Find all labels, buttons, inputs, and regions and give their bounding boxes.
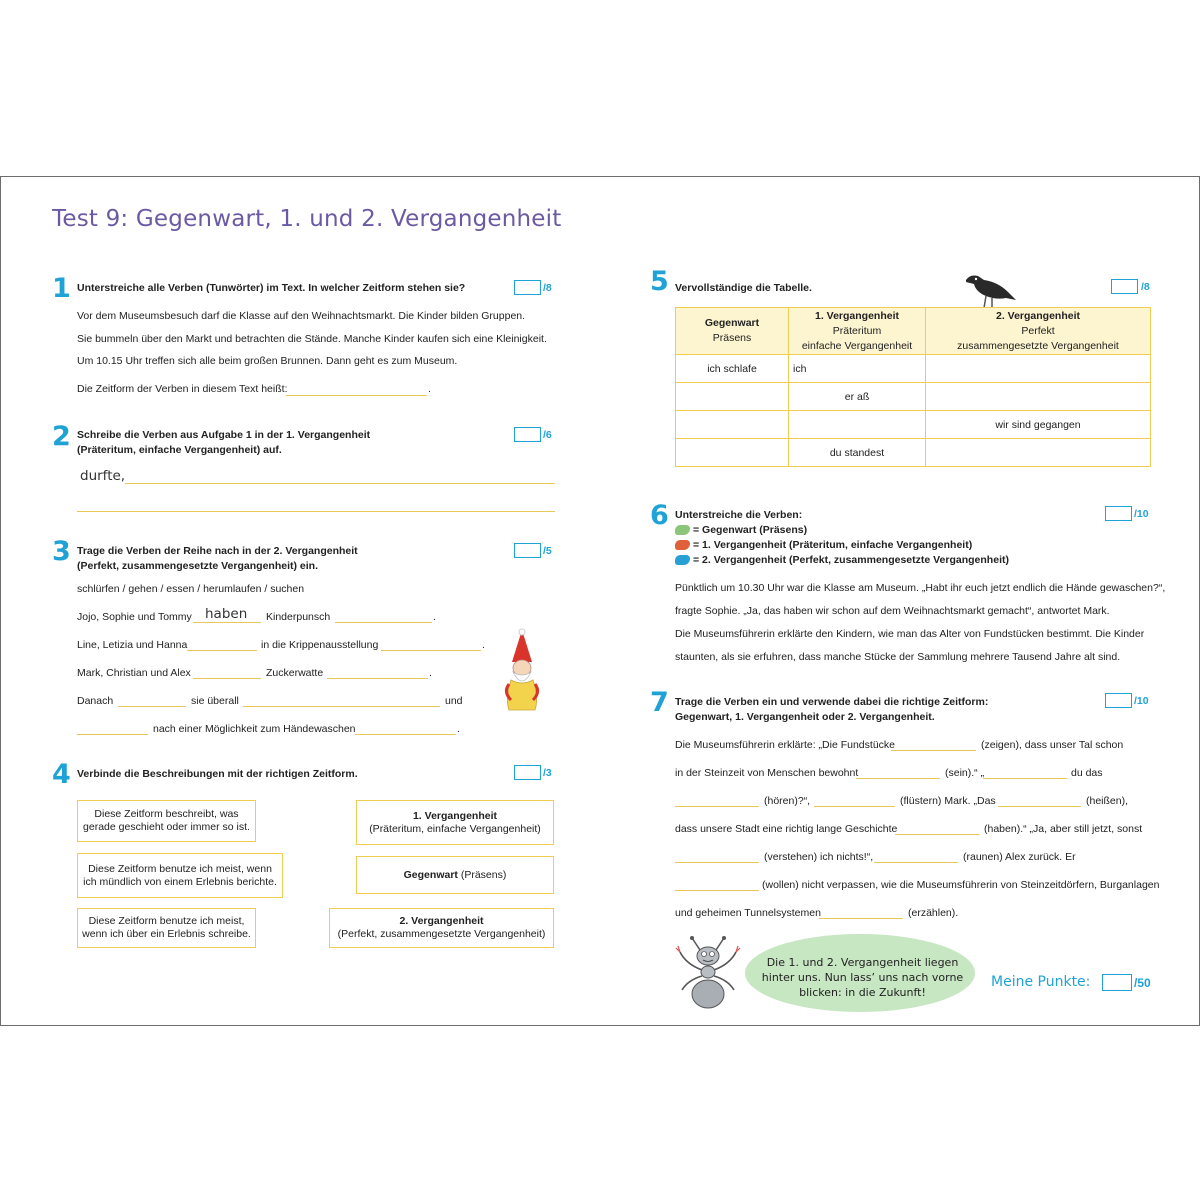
task-3-score-max: /5 bbox=[543, 545, 552, 557]
task-7-score-box[interactable] bbox=[1105, 693, 1132, 708]
task-6-score-box[interactable] bbox=[1105, 506, 1132, 521]
task-7-answer-line[interactable] bbox=[814, 806, 895, 807]
task-2-answer-line[interactable] bbox=[125, 483, 555, 484]
task-7-instruction-sub: Gegenwart, 1. Vergangenheit oder 2. Vergangenheit. bbox=[675, 711, 935, 723]
task-6-score-max: /10 bbox=[1134, 508, 1149, 520]
task-7-answer-line[interactable] bbox=[891, 750, 976, 751]
task-3-row-1-subject: Jojo, Sophie und Tommy bbox=[77, 611, 192, 623]
task-7-answer-line[interactable] bbox=[874, 862, 958, 863]
table-header-preterite: 1. Vergangenheit Präteritum einfache Vergangenheit bbox=[789, 308, 926, 355]
task-6-number: 6 bbox=[650, 500, 669, 531]
task-3-row-2-subject: Line, Letizia und Hanna bbox=[77, 639, 188, 651]
task-7-text: (heißen), bbox=[1086, 795, 1129, 807]
legend-present: = Gegenwart (Präsens) bbox=[675, 523, 807, 538]
page-title: Test 9: Gegenwart, 1. und 2. Vergangenheit bbox=[52, 206, 562, 232]
table-header-perfect: 2. Vergangenheit Perfekt zusammengesetzte Vergangenheit bbox=[926, 308, 1151, 355]
total-points-label: Meine Punkte: bbox=[991, 974, 1091, 990]
tense-box-preterite[interactable]: 1. Vergangenheit (Präteritum, einfache Vergangenheit) bbox=[356, 800, 554, 845]
task-2-instruction-sub: (Präteritum, einfache Vergangenheit) auf. bbox=[77, 444, 282, 456]
task-1-instruction: Unterstreiche alle Verben (Tunwörter) im Text. In welcher Zeitform stehen sie? bbox=[77, 282, 466, 294]
description-box-preterite[interactable]: Diese Zeitform benutze ich meist, wenn ich über ein Erlebnis schreibe. bbox=[77, 908, 256, 948]
table-cell: wir sind gegangen bbox=[926, 411, 1151, 439]
task-7-answer-line[interactable] bbox=[856, 778, 940, 779]
description-box-perfect[interactable]: Diese Zeitform benutze ich meist, wenn ich mündlich von einem Erlebnis berichte. bbox=[77, 853, 283, 898]
table-cell-input[interactable] bbox=[676, 411, 789, 439]
table-cell-input[interactable] bbox=[789, 411, 926, 439]
task-3-row-1-object: Kinderpunsch bbox=[266, 611, 331, 623]
task-1-answer-prompt: Die Zeitform der Verben in diesem Text heißt: bbox=[77, 383, 288, 395]
task-7-text: (erzählen). bbox=[908, 907, 959, 919]
task-7-answer-line[interactable] bbox=[819, 918, 903, 919]
task-1-score-max: /8 bbox=[543, 282, 552, 294]
task-7-text: und geheimen Tunnelsystemen bbox=[675, 907, 821, 919]
task-1-number: 1 bbox=[52, 273, 71, 304]
green-marker-icon bbox=[675, 525, 690, 535]
task-7-answer-line[interactable] bbox=[895, 834, 979, 835]
task-7-score-max: /10 bbox=[1134, 695, 1149, 707]
task-1-answer-line[interactable] bbox=[286, 395, 427, 396]
task-7-text: (sein).“ „ bbox=[945, 767, 985, 779]
task-3-instruction: Trage die Verben der Reihe nach in der 2. Vergangenheit bbox=[77, 545, 358, 557]
task-3-row-4-middle: sie überall bbox=[191, 695, 239, 707]
task-7-answer-line[interactable] bbox=[675, 862, 759, 863]
task-3-score-box[interactable] bbox=[514, 543, 541, 558]
task-4-number: 4 bbox=[52, 759, 71, 790]
task-7-text: dass unsere Stadt eine richtig lange Geschichte bbox=[675, 823, 898, 835]
task-2-score-max: /6 bbox=[543, 429, 552, 441]
table-cell: er aß bbox=[789, 383, 926, 411]
task-7-text: (raunen) Alex zurück. Er bbox=[963, 851, 1076, 863]
task-3-answer-line[interactable] bbox=[193, 622, 261, 623]
task-6-text-line: staunten, als sie erfuhren, dass manche Stücke der Sammlung mehrere Tausend Jahre alt sind. bbox=[675, 651, 1121, 663]
task-1-text-line: Um 10.15 Uhr treffen sich alle beim großen Brunnen. Dann geht es zum Museum. bbox=[77, 355, 458, 367]
task-2-number: 2 bbox=[52, 421, 71, 452]
blue-marker-icon bbox=[675, 555, 690, 565]
task-3-answer-line[interactable] bbox=[193, 678, 261, 679]
task-7-number: 7 bbox=[650, 687, 669, 718]
table-cell-input[interactable] bbox=[926, 355, 1151, 383]
task-3-answer-line[interactable] bbox=[327, 678, 428, 679]
task-7-text: (verstehen) ich nichts!“, bbox=[764, 851, 874, 863]
task-3-answer-line[interactable] bbox=[77, 734, 148, 735]
task-7-text: (haben).“ „Ja, aber still jetzt, sonst bbox=[984, 823, 1143, 835]
total-score-max: /50 bbox=[1134, 976, 1151, 990]
task-5-score-max: /8 bbox=[1141, 281, 1150, 293]
task-3-period: . bbox=[457, 723, 460, 735]
red-marker-icon bbox=[675, 540, 690, 550]
task-7-text: (flüstern) Mark. „Das bbox=[900, 795, 996, 807]
task-7-answer-line[interactable] bbox=[998, 806, 1081, 807]
task-2-instruction: Schreibe die Verben aus Aufgabe 1 in der 1. Vergangenheit bbox=[77, 429, 371, 441]
task-3-row-3-object: Zuckerwatte bbox=[266, 667, 324, 679]
task-7-text: in der Steinzeit von Menschen bewohnt bbox=[675, 767, 859, 779]
task-4-score-box[interactable] bbox=[514, 765, 541, 780]
task-5-number: 5 bbox=[650, 266, 669, 297]
task-3-row-4-and: und bbox=[445, 695, 463, 707]
raven-illustration bbox=[962, 270, 1018, 310]
task-3-row-5-text: nach einer Möglichkeit zum Händewaschen bbox=[153, 723, 356, 735]
description-box-present[interactable]: Diese Zeitform beschreibt, was gerade geschieht oder immer so ist. bbox=[77, 800, 256, 842]
task-5-score-box[interactable] bbox=[1111, 279, 1138, 294]
task-7-answer-line[interactable] bbox=[675, 890, 759, 891]
task-1-text-line: Vor dem Museumsbesuch darf die Klasse auf den Weihnachtsmarkt. Die Kinder bilden Gruppen. bbox=[77, 310, 526, 322]
total-score-box[interactable] bbox=[1102, 974, 1132, 991]
table-cell-input[interactable] bbox=[926, 439, 1151, 467]
task-6-text-line: fragte Sophie. „Ja, das haben wir schon auf dem Weihnachtsmarkt gemacht“, antwortet Mark. bbox=[675, 605, 1110, 617]
task-5-instruction: Vervollständige die Tabelle. bbox=[675, 282, 812, 294]
task-4-score-max: /3 bbox=[543, 767, 552, 779]
task-7-text: (hören)?“, bbox=[764, 795, 811, 807]
tense-table bbox=[675, 307, 1151, 467]
ant-mascot-illustration bbox=[672, 936, 744, 1010]
task-3-instruction-sub: (Perfekt, zusammengesetzte Vergangenheit) ein. bbox=[77, 560, 318, 572]
task-1-period: . bbox=[428, 383, 431, 395]
task-4-instruction: Verbinde die Beschreibungen mit der richtigen Zeitform. bbox=[77, 768, 358, 780]
task-6-text-line: Die Museumsführerin erklärte den Kindern, wie man das Alter von Fundstücken bestimmt. Die Kinder bbox=[675, 628, 1145, 640]
task-7-text: (zeigen), dass unser Tal schon bbox=[981, 739, 1124, 751]
task-3-period: . bbox=[429, 667, 432, 679]
task-2-answer-line[interactable] bbox=[77, 511, 555, 512]
legend-preterite: = 1. Vergangenheit (Präteritum, einfache Vergangenheit) bbox=[675, 538, 972, 553]
task-3-row-2-object: in die Krippenausstellung bbox=[261, 639, 379, 651]
table-cell-input[interactable] bbox=[676, 383, 789, 411]
task-6-instruction: Unterstreiche die Verben: bbox=[675, 509, 803, 521]
task-7-text: Die Museumsführerin erklärte: „Die Fundstücke bbox=[675, 739, 895, 751]
task-7-text: (wollen) nicht verpassen, wie die Museumsführerin von Steinzeitdörfern, Burganlagen bbox=[762, 879, 1160, 891]
tense-box-perfect[interactable]: 2. Vergangenheit (Perfekt, zusammengesetzte Vergangenheit) bbox=[329, 908, 554, 948]
task-6-text-line: Pünktlich um 10.30 Uhr war die Klasse am Museum. „Habt ihr euch jetzt endlich die Hände gewaschen?“, bbox=[675, 582, 1166, 594]
task-7-text: du das bbox=[1071, 767, 1103, 779]
task-3-answer-line[interactable] bbox=[118, 706, 186, 707]
task-3-answer-line[interactable] bbox=[187, 650, 257, 651]
task-7-answer-line[interactable] bbox=[983, 778, 1067, 779]
task-3-answer-line[interactable] bbox=[243, 706, 440, 707]
task-3-row-4-start: Danach bbox=[77, 695, 114, 707]
table-header-present: Gegenwart Präsens bbox=[676, 308, 789, 355]
table-cell: du standest bbox=[789, 439, 926, 467]
task-3-answer-line[interactable] bbox=[381, 650, 481, 651]
task-1-text-line: Sie bummeln über den Markt und betrachten die Stände. Manche Kinder kaufen sich eine Kleinigkeit. bbox=[77, 333, 547, 345]
task-3-row-1-handwritten: haben bbox=[205, 606, 248, 622]
task-3-period: . bbox=[482, 639, 485, 651]
task-3-period: . bbox=[433, 611, 436, 623]
task-7-answer-line[interactable] bbox=[675, 806, 759, 807]
table-cell-input[interactable]: ich bbox=[789, 355, 926, 383]
table-cell-input[interactable] bbox=[926, 383, 1151, 411]
task-3-answer-line[interactable] bbox=[335, 622, 432, 623]
task-7-instruction: Trage die Verben ein und verwende dabei die richtige Zeitform: bbox=[675, 696, 989, 708]
santa-figure-illustration bbox=[503, 628, 541, 714]
workbook-spread bbox=[0, 176, 1200, 1026]
task-2-score-box[interactable] bbox=[514, 427, 541, 442]
legend-perfect: = 2. Vergangenheit (Perfekt, zusammengesetzte Vergangenheit) bbox=[675, 553, 1009, 568]
table-cell: ich schlafe bbox=[676, 355, 789, 383]
task-3-row-3-subject: Mark, Christian und Alex bbox=[77, 667, 191, 679]
task-2-handwritten-example: durfte, bbox=[80, 468, 126, 484]
task-3-verb-list: schlürfen / gehen / essen / herumlaufen / suchen bbox=[77, 583, 305, 595]
tense-box-present[interactable]: Gegenwart (Präsens) bbox=[356, 856, 554, 894]
task-3-number: 3 bbox=[52, 536, 71, 567]
table-cell-input[interactable] bbox=[676, 439, 789, 467]
speech-bubble-text: Die 1. und 2. Vergangenheit liegen hinter uns. Nun lass’ uns nach vorne blicken: in die Zukunft! bbox=[761, 956, 964, 999]
task-3-answer-line[interactable] bbox=[355, 734, 456, 735]
task-1-score-box[interactable] bbox=[514, 280, 541, 295]
